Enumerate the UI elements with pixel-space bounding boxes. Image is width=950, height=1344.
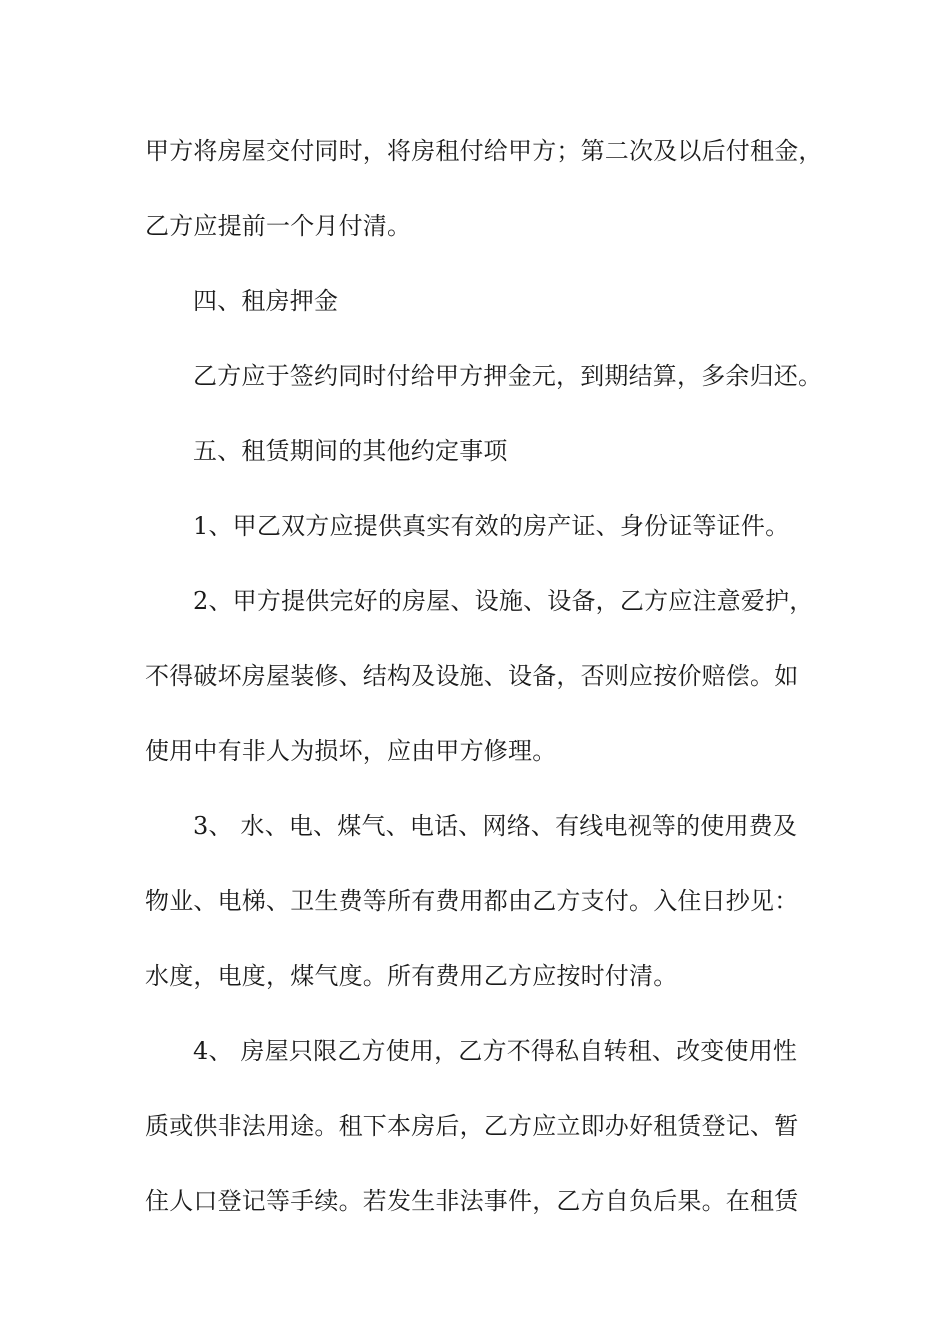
paragraph-line: 使用中有非人为损坏，应由甲方修理。 bbox=[145, 737, 557, 765]
paragraph-line: 住人口登记等手续。若发生非法事件，乙方自负后果。在租赁 bbox=[145, 1187, 799, 1215]
list-item: 1、甲乙双方应提供真实有效的房产证、身份证等证件。 bbox=[193, 512, 790, 540]
section-heading: 五、租赁期间的其他约定事项 bbox=[193, 437, 508, 465]
list-item: 2、甲方提供完好的房屋、设施、设备，乙方应注意爱护， bbox=[193, 587, 814, 615]
list-item: 4、 房屋只限乙方使用，乙方不得私自转租、改变使用性 bbox=[193, 1037, 798, 1065]
paragraph-line: 质或供非法用途。租下本房后，乙方应立即办好租赁登记、暂 bbox=[145, 1112, 799, 1140]
paragraph-line: 不得破坏房屋装修、结构及设施、设备，否则应按价赔偿。如 bbox=[145, 662, 799, 690]
paragraph-line: 水度，电度，煤气度。所有费用乙方应按时付清。 bbox=[145, 962, 678, 990]
section-heading: 四、租房押金 bbox=[193, 287, 339, 315]
list-item: 3、 水、电、煤气、电话、网络、有线电视等的使用费及 bbox=[193, 812, 798, 840]
paragraph-line: 乙方应提前一个月付清。 bbox=[145, 212, 412, 240]
paragraph-line: 物业、电梯、卫生费等所有费用都由乙方支付。入住日抄见： bbox=[145, 887, 799, 915]
paragraph-line: 甲方将房屋交付同时，将房租付给甲方；第二次及以后付租金， bbox=[145, 137, 823, 165]
paragraph-line: 乙方应于签约同时付给甲方押金元，到期结算，多余归还。 bbox=[193, 362, 823, 390]
